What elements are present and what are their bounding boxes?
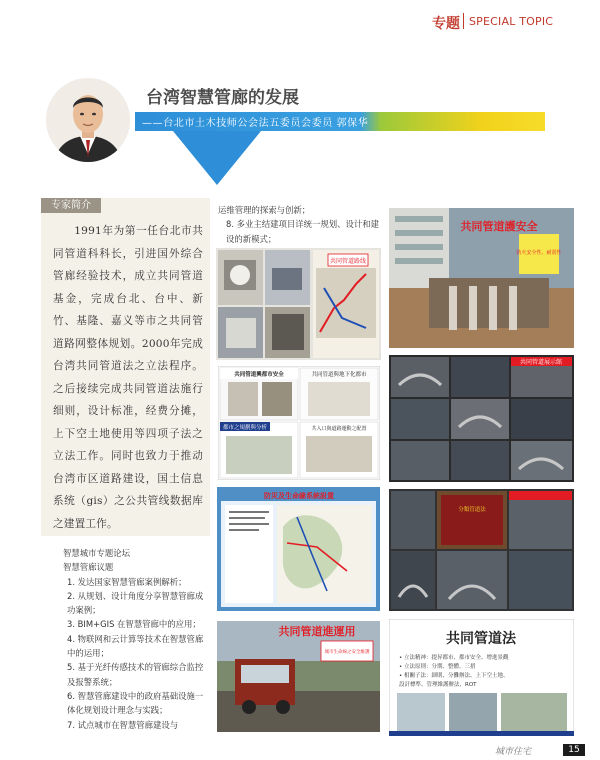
slide-title: 共入口與道路運動之配置 [311,426,367,432]
panel-title: 共同管道法 [446,631,516,647]
photo-panel-tunnels [389,355,574,482]
panel-note: 城市生命線之安全維護 [324,650,370,655]
forum-topics [63,546,211,732]
slide-title: 共同管道與地下化都市 [311,372,367,378]
forum-item: 5. 基于光纤传感技术的管廊综合监控及报警系统； [67,662,204,687]
law-line: • 立法原則：分期、整體、三措 [399,664,476,670]
panel-title: 共同管道展示館 [519,359,563,366]
panel-title: 共同管道護安全 [460,220,538,233]
photo-panel-slides [218,366,380,480]
section-label: 专题 [432,16,460,32]
forum-subheading: 智慧管廊议题 [63,562,114,573]
middle-line-2: 8. 多业主结建项目详统一规划、设计和建设的新模式； [226,219,380,244]
panel-title: 分類管道法 [458,507,486,513]
header-divider [463,13,464,29]
panel-title: 防災及生命線系統設置 [264,492,334,500]
middle-column-text [218,203,383,246]
forum-item: 1. 发达国家智慧管廊案例解析； [67,576,187,587]
law-line: • 立法精神：提昇都市、都市安全、增進景觀 [399,655,509,661]
photo-panel-models [216,248,381,360]
expert-bio [53,220,203,535]
photo-panel-construction [389,208,574,348]
forum-item: 2. 从规划、设计角度分享智慧管廊成功案例； [67,590,204,616]
panel-note: 共同管道路线 [329,258,367,265]
expert-intro-label: 专家简介 [41,198,101,213]
photo-panel-map [217,487,380,611]
forum-item: 4. 物联网和云计算等技术在智慧管廊中的运用； [67,633,204,659]
panel-note: 防火安全性、耐震性 [516,250,562,256]
photo-panel-law [389,489,574,611]
page-number: 15 [563,744,585,756]
forum-item: 7. 试点城市在智慧管廊建设与 [67,719,179,730]
photo-panel-law-summary [389,619,574,736]
photo-panel-vehicle [217,621,380,732]
middle-line-1: 运维管理的探索与创新； [218,205,311,215]
forum-item: 3. BIM+GIS 在智慧管廊中的应用； [67,619,201,630]
forum-heading: 智慧城市专题论坛 [63,548,130,558]
slide-title: 都市之規劃與分析 [222,425,268,431]
expert-bio-text: 1991年为第一任台北市共同管道科科长，引进国外综合管廊经验技术，成立共同管道基金，完成台北、台中、新竹、基隆、嘉义等市之共同管道路网整体规划。2000年完成台湾共同管道法之立法程序。之后接续完成共同管道法施行细则，设计标准，经费分摊，上下空土地使用等四项子法之立法工作。同时也致力于推动台湾市区道路建设，国土信息系统（gis）之公共管线数据库之建置工作。 [53,225,203,530]
article-byline: ——台北市土木技师公会法五委员会委员 郭保华 [142,118,369,129]
slide-title: 共同管道興都市安全 [234,372,284,378]
forum-item: 6. 智慧管廊建设中的政府基础设施一体化规划设计理念与实践； [67,690,204,716]
author-portrait [46,78,130,162]
article-title: 台湾智慧管廊的发展 [146,88,299,108]
magazine-name: 城市住宅 [495,747,532,757]
section-topic: SPECIAL TOPIC [469,15,554,28]
decorative-triangle [173,131,261,185]
law-line: • 相關子法：細則、分攤辦法、上下空土地、 [399,673,509,679]
panel-title: 共同管道進運用 [278,625,356,638]
law-line: 設計標準、管理維護辦法、ROT [399,682,477,688]
